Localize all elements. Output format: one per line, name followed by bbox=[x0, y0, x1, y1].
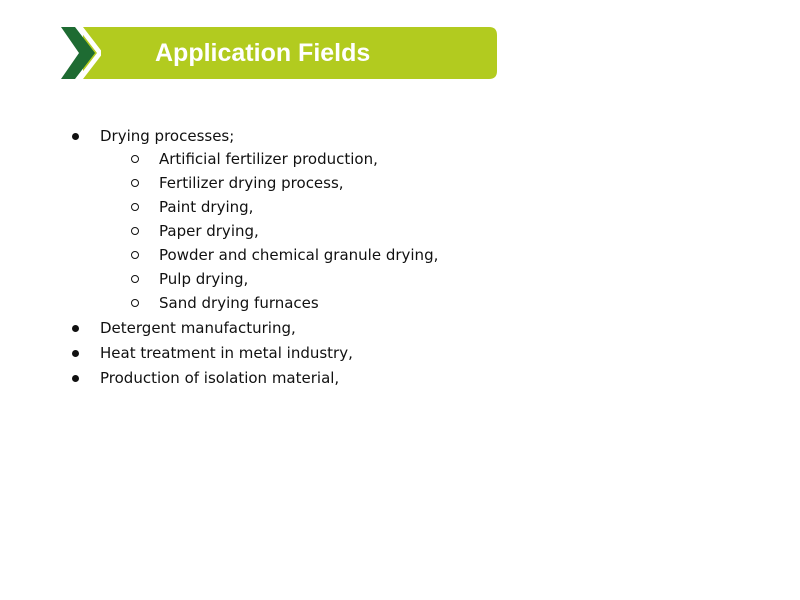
sub-list-item: Powder and chemical granule drying, bbox=[159, 246, 439, 264]
circle-bullet-icon bbox=[130, 294, 140, 312]
circle-bullet-icon bbox=[130, 246, 140, 264]
sub-list-item: Sand drying furnaces bbox=[159, 294, 319, 312]
list-item-label: Production of isolation material, bbox=[100, 369, 340, 387]
list-item-label: Drying processes; bbox=[100, 127, 235, 145]
bullet-icon bbox=[70, 319, 80, 337]
sub-list-item: Paper drying, bbox=[159, 222, 259, 240]
sub-list-item: Fertilizer drying process, bbox=[159, 174, 344, 192]
bullet-icon bbox=[70, 369, 80, 387]
sub-list-item: Paint drying, bbox=[159, 198, 254, 216]
circle-bullet-icon bbox=[130, 174, 140, 192]
bullet-icon bbox=[70, 127, 80, 145]
circle-bullet-icon bbox=[130, 198, 140, 216]
list-item-label: Heat treatment in metal industry, bbox=[100, 344, 353, 362]
circle-bullet-icon bbox=[130, 150, 140, 168]
list-item-label: Detergent manufacturing, bbox=[100, 319, 296, 337]
circle-bullet-icon bbox=[130, 222, 140, 240]
sub-list-item: Artificial fertilizer production, bbox=[159, 150, 378, 168]
circle-bullet-icon bbox=[130, 270, 140, 288]
page-title: Application Fields bbox=[155, 39, 371, 67]
bullet-icon bbox=[70, 344, 80, 362]
sub-list-item: Pulp drying, bbox=[159, 270, 249, 288]
